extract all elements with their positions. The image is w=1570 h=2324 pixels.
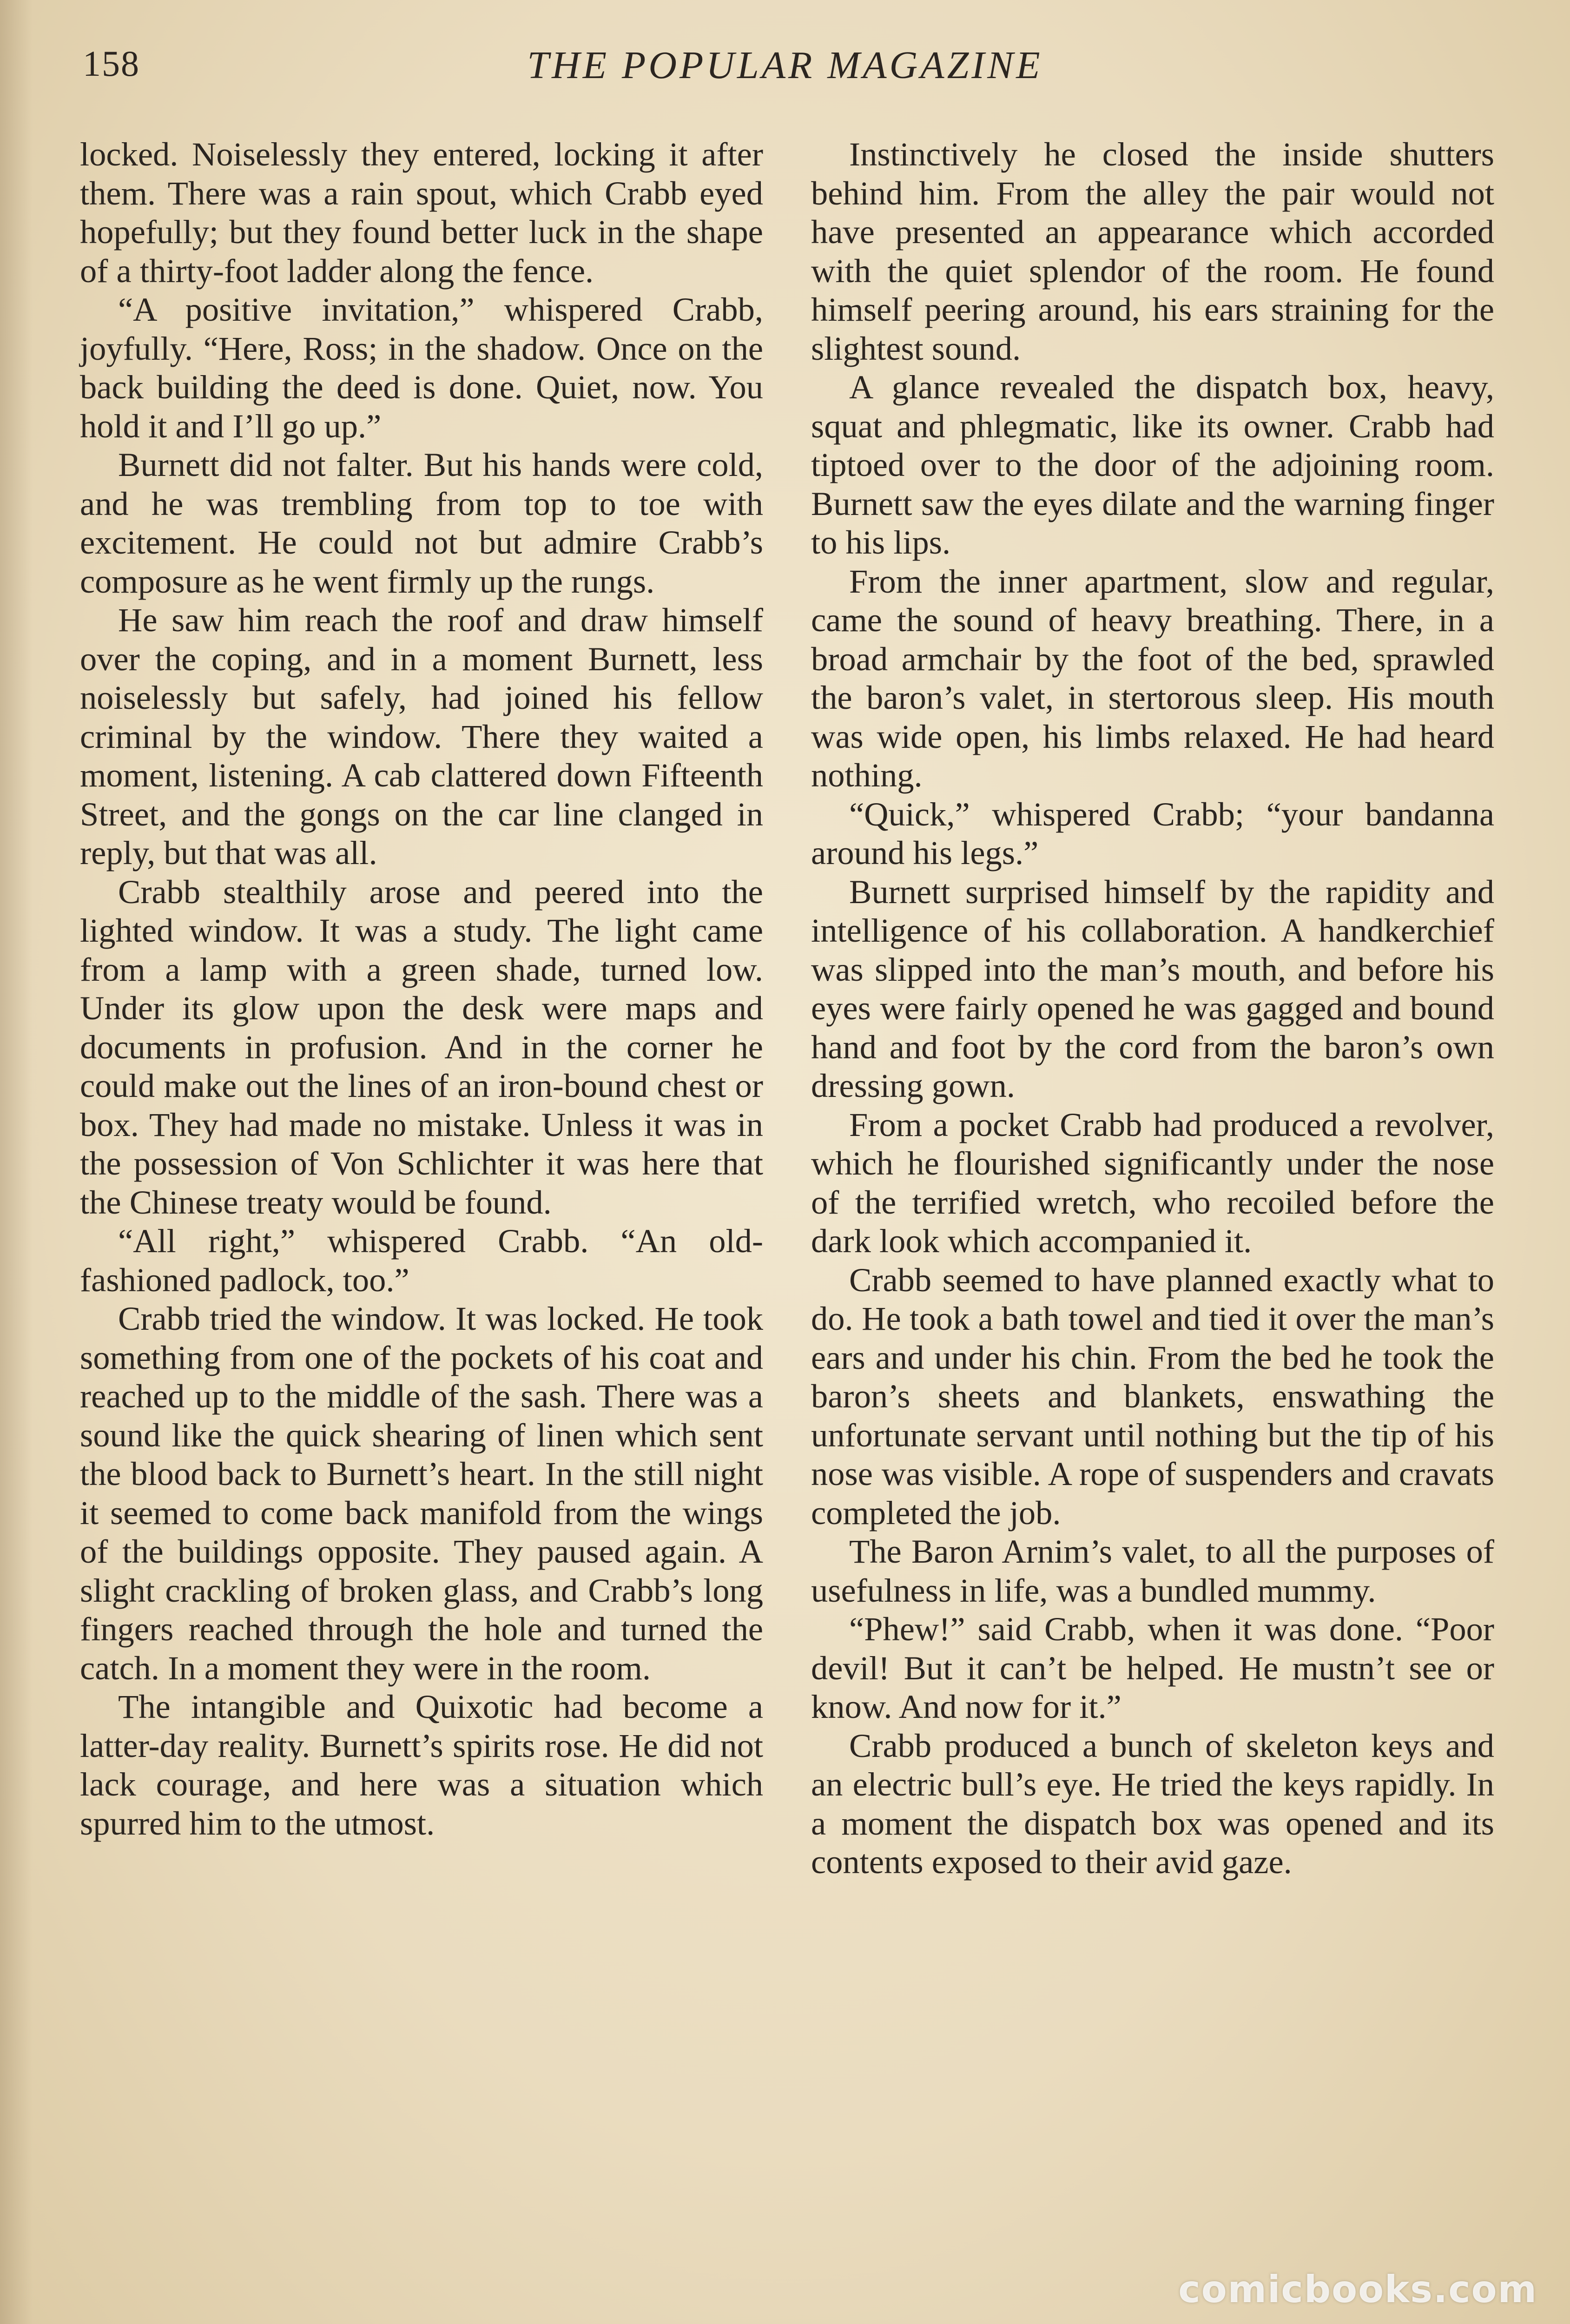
- left-column: [80, 135, 763, 1842]
- paragraph: locked. Noiselessly they entered, locking it after them. There was a rain spout, which Crabb eyed hopefully; but they found better luck in the shape of a thirty-foot ladder along the fence.: [80, 135, 763, 290]
- paragraph: Crabb seemed to have planned exactly what to do. He took a bath towel and tied it over the man’s ears and under his chin. From the bed he took the baron’s sheets and blankets, enswathing the unfortunate servant until nothing but the tip of his nose was visible. A rope of suspenders and cravats completed the job.: [811, 1261, 1494, 1532]
- paragraph: From the inner apartment, slow and regular, came the sound of heavy breathing. There, in a broad armchair by the foot of the bed, sprawled the baron’s valet, in stertorous sleep. His mouth was wide open, his limbs relaxed. He had heard nothing.: [811, 562, 1494, 794]
- paragraph: Burnett did not falter. But his hands were cold, and he was trembling from top to toe with excitement. He could not but admire Crabb’s composure as he went firmly up the rungs.: [80, 446, 763, 600]
- binding-shadow: [0, 0, 33, 2324]
- watermark: comicbooks.com: [1178, 2268, 1537, 2311]
- paragraph: “Phew!” said Crabb, when it was done. “Poor devil! But it can’t be helped. He mustn’t see or know. And now for it.”: [811, 1610, 1494, 1725]
- paragraph: “A positive invitation,” whispered Crabb, joyfully. “Here, Ross; in the shadow. Once on the back building the deed is done. Quiet, now. You hold it and I’ll go up.”: [80, 290, 763, 445]
- paragraph: From a pocket Crabb had produced a revolver, which he flourished significantly under the nose of the terrified wretch, who recoiled before the dark look which accompanied it.: [811, 1105, 1494, 1260]
- paragraph: “All right,” whispered Crabb. “An old-fashioned padlock, too.”: [80, 1222, 763, 1299]
- paragraph: Crabb tried the window. It was locked. He took something from one of the pockets of his coat and reached up to the middle of the sash. There was a sound like the quick shearing of linen which sent the blood back to Burnett’s heart. In the still night it seemed to come back manifold from the wings of the buildings opposite. They paused again. A slight crackling of broken glass, and Crabb’s long fingers reached through the hole and turned the catch. In a moment they were in the room.: [80, 1300, 763, 1687]
- page-header: [74, 43, 1496, 99]
- paragraph: Burnett surprised himself by the rapidity and intelligence of his collaboration. A handkerchief was slipped into the man’s mouth, and before his eyes were fairly opened he was gagged and bound hand and foot by the cord from the baron’s own dressing gown.: [811, 872, 1494, 1104]
- page-number: 158: [83, 43, 140, 84]
- paragraph: “Quick,” whispered Crabb; “your bandanna around his legs.”: [811, 795, 1494, 872]
- paragraph: The Baron Arnim’s valet, to all the purposes of usefulness in life, was a bundled mummy.: [811, 1532, 1494, 1609]
- paragraph: Instinctively he closed the inside shutters behind him. From the alley the pair would not have presented an appearance which accorded with the quiet splendor of the room. He found himself peering around, his ears straining for the slightest sound.: [811, 135, 1494, 367]
- paragraph: A glance revealed the dispatch box, heavy, squat and phlegmatic, like its owner. Crabb had tiptoed over to the door of the adjoining room. Burnett saw the eyes dilate and the warning finger to his lips.: [811, 368, 1494, 561]
- paragraph: Crabb stealthily arose and peered into the lighted window. It was a study. The light came from a lamp with a green shade, turned low. Under its glow upon the desk were maps and documents in profusion. And in the corner he could make out the lines of an iron-bound chest or box. They had made no mistake. Unless it was in the possession of Von Schlichter it was here that the Chinese treaty would be found.: [80, 872, 763, 1221]
- right-column: [811, 135, 1494, 1882]
- running-title: THE POPULAR MAGAZINE: [527, 44, 1043, 87]
- paragraph: The intangible and Quixotic had become a latter-day reality. Burnett’s spirits rose. He did not lack courage, and here was a situation which spurred him to the utmost.: [80, 1688, 763, 1842]
- paragraph: Crabb produced a bunch of skeleton keys and an electric bull’s eye. He tried the keys rapidly. In a moment the dispatch box was opened and its contents exposed to their avid gaze.: [811, 1726, 1494, 1881]
- paragraph: He saw him reach the roof and draw himself over the coping, and in a moment Burnett, less noiselessly but safely, had joined his fellow criminal by the window. There they waited a moment, listening. A cab clattered down Fifteenth Street, and the gongs on the car line clanged in reply, but that was all.: [80, 601, 763, 872]
